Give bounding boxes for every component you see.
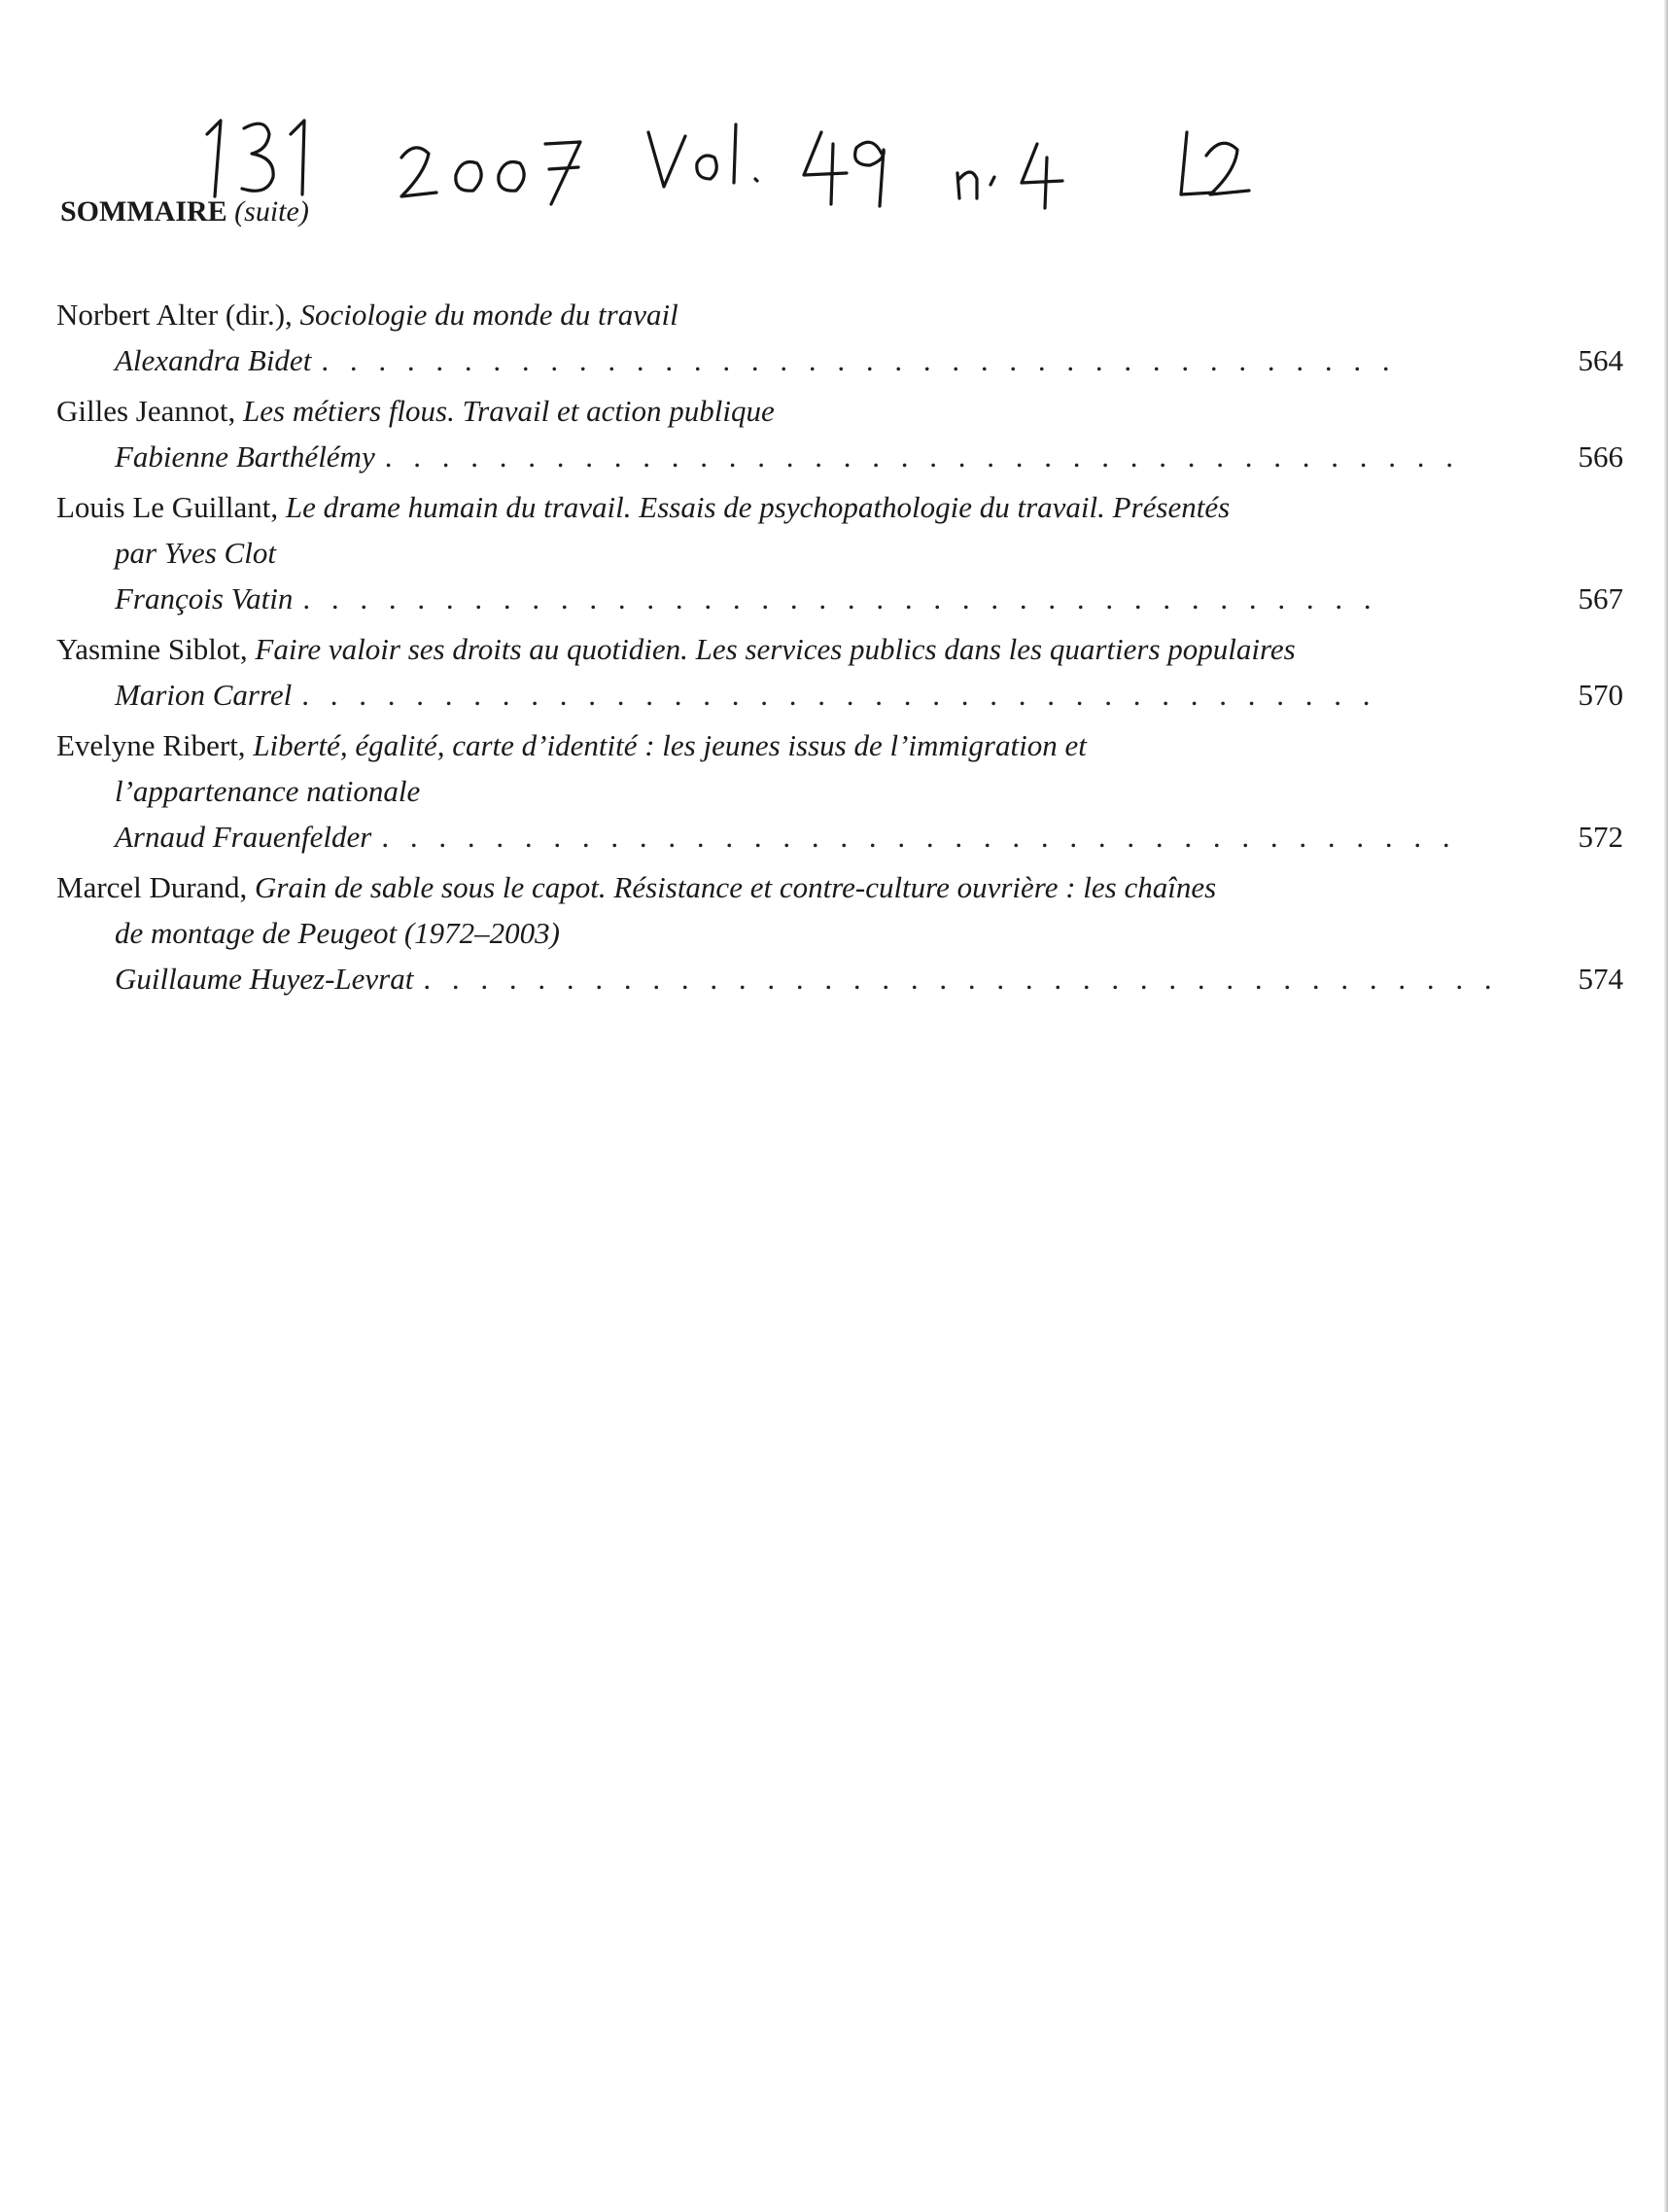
entry-reviewer: Fabienne Barthélémy bbox=[115, 439, 375, 474]
toc-entry bbox=[56, 722, 1623, 860]
dot-leader bbox=[381, 814, 1460, 860]
sommaire-heading bbox=[60, 194, 309, 229]
entry-reviewer-line bbox=[56, 956, 1623, 1001]
entry-first-line bbox=[56, 722, 1623, 768]
toc-entry bbox=[56, 626, 1623, 718]
entry-page-number: 567 bbox=[1578, 581, 1623, 615]
entry-first-line bbox=[56, 864, 1623, 910]
dot-leader bbox=[302, 576, 1381, 621]
dot-leader bbox=[321, 337, 1400, 383]
entry-title: Les métiers flous. Travail et action publique bbox=[243, 394, 775, 428]
entry-author: Evelyne Ribert, bbox=[56, 728, 246, 762]
entry-title: Sociologie du monde du travail bbox=[299, 298, 678, 332]
entry-reviewer: Alexandra Bidet bbox=[115, 343, 312, 377]
entry-reviewer-line bbox=[56, 672, 1623, 718]
toc-entry bbox=[56, 388, 1623, 479]
entry-first-line bbox=[56, 626, 1623, 672]
entry-title: Le drame humain du travail. Essais de psychopathologie du travail. Présentés bbox=[285, 490, 1231, 524]
entry-reviewer-line bbox=[56, 337, 1623, 383]
entry-first-line bbox=[56, 484, 1623, 530]
entry-page-number: 564 bbox=[1578, 343, 1623, 377]
dot-leader bbox=[423, 956, 1502, 1001]
entry-author: Marcel Durand, bbox=[56, 870, 248, 904]
entry-author: Gilles Jeannot, bbox=[56, 394, 236, 428]
entry-reviewer: Guillaume Huyez-Levrat bbox=[115, 962, 414, 996]
scan-edge bbox=[1664, 0, 1668, 2212]
dot-leader bbox=[385, 434, 1464, 479]
entry-reviewer: Arnaud Frauenfelder bbox=[115, 820, 372, 854]
entry-author: Louis Le Guillant, bbox=[56, 490, 279, 524]
entry-page-number: 570 bbox=[1578, 678, 1623, 712]
toc-entry bbox=[56, 864, 1623, 1001]
heading-suite: (suite) bbox=[234, 195, 309, 228]
entry-page-number: 566 bbox=[1578, 439, 1623, 474]
entry-reviewer-line bbox=[56, 814, 1623, 860]
entry-reviewer-line bbox=[56, 576, 1623, 621]
entry-title: Grain de sable sous le capot. Résistance et contre-culture ouvrière : les chaînes bbox=[255, 870, 1217, 904]
entry-title: Faire valoir ses droits au quotidien. Les services publics dans les quartiers populaires bbox=[255, 632, 1296, 666]
entry-title-continued: l’appartenance nationale bbox=[115, 774, 421, 808]
handwritten-note bbox=[199, 115, 1366, 212]
entry-title: Liberté, égalité, carte d’identité : les jeunes issus de l’immigration et bbox=[253, 728, 1087, 762]
entry-author: Norbert Alter (dir.), bbox=[56, 298, 293, 332]
entry-first-line bbox=[56, 292, 1623, 337]
heading-title: SOMMAIRE bbox=[60, 195, 227, 228]
entry-author: Yasmine Siblot, bbox=[56, 632, 248, 666]
entry-page-number: 574 bbox=[1578, 962, 1623, 996]
entry-reviewer-line bbox=[56, 434, 1623, 479]
toc-entry bbox=[56, 292, 1623, 383]
table-of-contents bbox=[56, 292, 1623, 1006]
entry-title-continued: par Yves Clot bbox=[115, 536, 276, 570]
dot-leader bbox=[301, 672, 1380, 718]
entry-page-number: 572 bbox=[1578, 820, 1623, 854]
entry-first-line bbox=[56, 388, 1623, 434]
entry-title-continued: de montage de Peugeot (1972–2003) bbox=[115, 916, 560, 950]
entry-reviewer: Marion Carrel bbox=[115, 678, 293, 712]
toc-entry bbox=[56, 484, 1623, 621]
entry-reviewer: François Vatin bbox=[115, 581, 294, 615]
